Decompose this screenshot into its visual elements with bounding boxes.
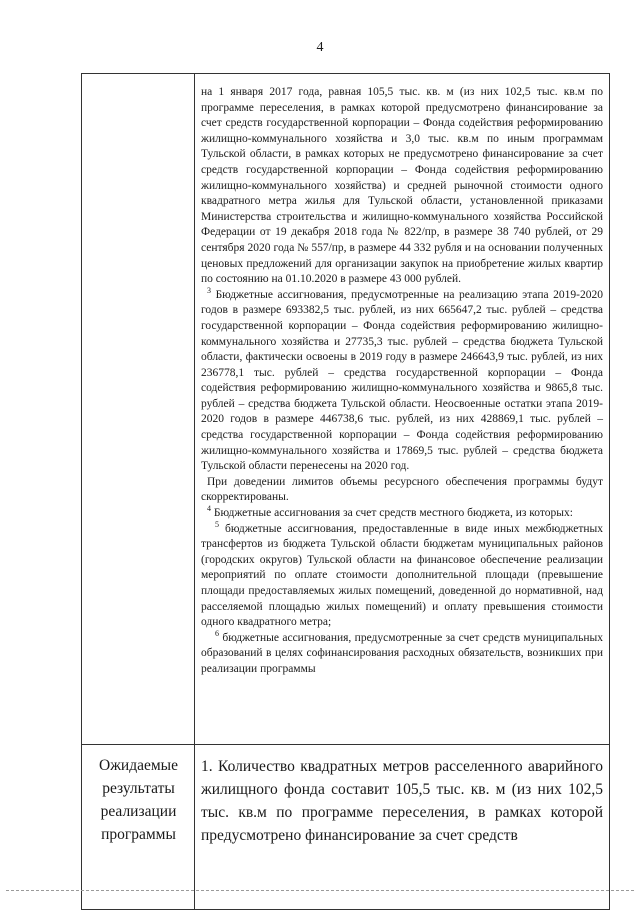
program-passport-table [81, 73, 610, 910]
footnote-4-paragraph [201, 506, 603, 522]
results-row-label [82, 754, 195, 846]
table-left-column [82, 74, 195, 909]
page-cut-line [6, 890, 634, 891]
results-label-line: реализации [100, 803, 177, 820]
table-right-column [195, 74, 609, 909]
results-label-line: программы [101, 826, 176, 843]
footnote-5-paragraph [201, 519, 604, 631]
financing-notes-cell [201, 85, 603, 678]
page-number: 4 [316, 40, 324, 55]
results-label-line: Ожидаемые [99, 757, 178, 774]
footnote-6-mark: 6 [215, 628, 219, 638]
results-label-line: результаты [102, 780, 175, 797]
footnote-6-text: бюджетные ассигнования, предусмотренные за счет средств муниципальных образований в целях софинансирования расходных обязательств, возникших при реализации программы [201, 631, 604, 675]
row-divider [82, 744, 609, 745]
footnote-4-mark: 4 [207, 504, 211, 514]
footnote-3-paragraph [201, 285, 603, 475]
note-paragraph: на 1 января 2017 года, равная 105,5 тыс. кв. м (из них 102,5 тыс. кв.м по программе переселения, в рамках которой предусмотрено финансирование за счет средств государственной корпорации – Фонда содействия реформированию жилищно-коммунального хозяйства и 3,0 тыс. кв.м по иным программам Тульской области, в рамках которых не предусмотрено финансирование за счет средств государственной корпорации – Фонда содействия реформированию жилищно-коммунального хозяйства) и средней рыночной стоимости одного квадратного метра жилья для Тульской области, установленной приказами Министерства строительства и жилищно-коммунального хозяйства Российской Федерации от 19 декабря 2018 года № 822/пр, в размере 38 740 рублей, от 29 сентября 2020 года № 557/пр, в размере 44 332 рубля и на основании полученных ценовых предложений для организации закупок на приобретение жилых квартир по состоянию на 01.10.2020 в размере 43 000 рублей. [201, 86, 603, 286]
footnote-6-paragraph [201, 628, 604, 678]
footnote-4-text: Бюджетные ассигнования за счет средств местного бюджета, из которых: [213, 507, 573, 520]
footnote-3-mark: 3 [207, 285, 211, 295]
footnote-3-text: Бюджетные ассигнования, предусмотренные на реализацию этапа 2019-2020 годов в размере 693382,5 тыс. рублей, из них 665647,2 тыс. рублей – средства государственной корпорации – Фонда содействия реформированию жилищно-коммунального хозяйства и 27735,3 тыс. рублей – средства бюджета Тульской области, фактически освоены в 2019 году в размере 246643,9 тыс. рублей, из них 236778,1 тыс. рублей – средства государственной корпорации – Фонда содействия реформированию жилищно-коммунального хозяйства и 9865,8 тыс. рублей – средства бюджета Тульской области. Неосвоенные остатки этапа 2019-2020 годов в размере 446738,6 тыс. рублей, из них 428869,1 тыс. рублей – средства государственной корпорации – Фонда содействия реформированию жилищно-коммунального хозяйства и 17869,5 тыс. рублей – средства бюджета Тульской области перенесены на 2020 год. [201, 288, 603, 473]
results-row-text [201, 755, 603, 847]
footnote-5-mark: 5 [215, 519, 219, 529]
results-paragraph: 1. Количество квадратных метров расселенного аварийного жилищного фонда составит 105,5 тыс. кв. м (из них 102,5 тыс. кв.м по программе переселения, в рамках которой предусмотрено финансирование за счет средств [201, 758, 603, 844]
limits-note: При доведении лимитов объемы ресурсного обеспечения программы будут скорректированы. [201, 475, 603, 504]
footnote-5-text: бюджетные ассигнования, предоставленные в виде иных межбюджетных трансфертов из бюджета Тульской области бюджетам муниципальных районов (городских округов) Тульской области на финансовое обеспечение реализации мероприятий по оплате стоимости дополнительной площади (превышение площади предоставляемых жилых помещений, доведенной до нормативной, над расселяемой площадью жилых помещений) и оплату превышения стоимости одного квадратного метра; [201, 522, 604, 629]
